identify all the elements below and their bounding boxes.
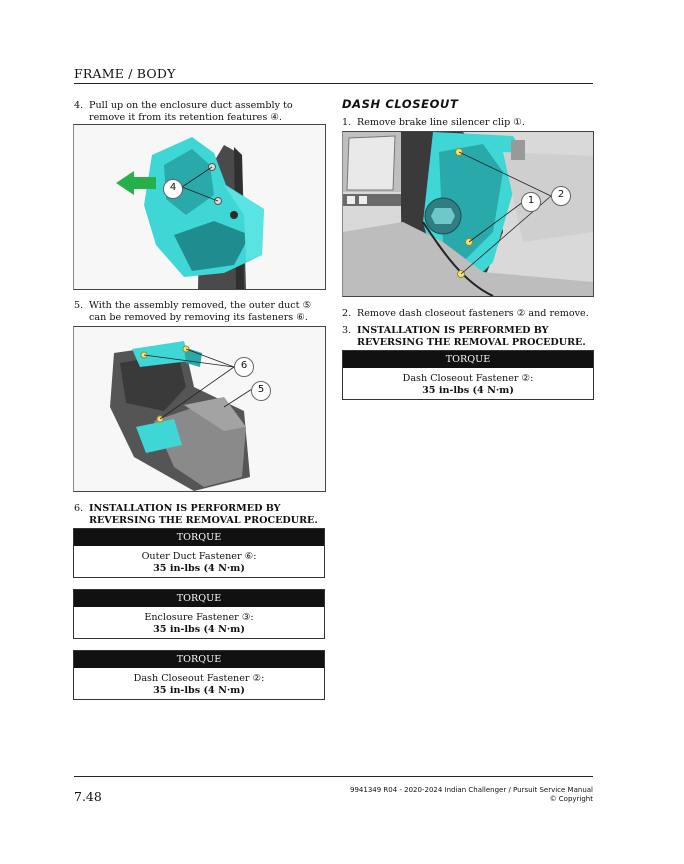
- enclosure-duct-illustration: [74, 125, 325, 289]
- step-number: 2.: [342, 308, 352, 319]
- torque-header: TORQUE: [74, 529, 324, 546]
- torque-header: TORQUE: [74, 651, 324, 668]
- figure-outer-duct-removal: [73, 326, 326, 492]
- outer-duct-illustration: [74, 327, 325, 491]
- torque-fastener: Dash Closeout Fastener ②:: [133, 673, 265, 684]
- step-4: [74, 100, 326, 124]
- torque-value: 35 in-lbs (4 N·m): [153, 624, 245, 635]
- torque-fastener: Enclosure Fastener ③:: [144, 612, 254, 623]
- torque-table: [73, 650, 325, 700]
- dash-closeout-illustration: [343, 132, 593, 296]
- callout-label: 4: [169, 182, 177, 193]
- torque-fastener: Dash Closeout Fastener ②:: [402, 373, 534, 384]
- callout-label: 2: [557, 189, 565, 200]
- step-number: 6.: [74, 503, 84, 514]
- step-text: Remove dash closeout fasteners ② and remove.: [357, 308, 589, 319]
- step-number: 3.: [342, 325, 352, 336]
- figure-enclosure-duct-removal: [73, 124, 326, 290]
- step-text: With the assembly removed, the outer duct ⑤ can be removed by removing its fasteners ⑥.: [89, 300, 312, 323]
- callout-label: 6: [240, 360, 248, 371]
- step-text: Remove brake line silencer clip ①.: [357, 117, 525, 128]
- step-text: Pull up on the enclosure duct assembly to remove it from its retention features ④.: [89, 100, 293, 123]
- step-5: [74, 300, 326, 324]
- step-number: 4.: [74, 100, 84, 111]
- section-title: DASH CLOSEOUT: [342, 97, 459, 111]
- page-number: 7.48: [74, 789, 102, 804]
- torque-value: 35 in-lbs (4 N·m): [153, 563, 245, 574]
- header-rule: [74, 83, 593, 84]
- callout-label: 1: [527, 195, 535, 206]
- torque-value: 35 in-lbs (4 N·m): [153, 685, 245, 696]
- step-text: INSTALLATION IS PERFORMED BY REVERSING THE REMOVAL PROCEDURE.: [89, 503, 318, 526]
- callout-label: 5: [257, 384, 265, 395]
- step-number: 5.: [74, 300, 84, 311]
- dash-step-3: [342, 325, 594, 349]
- figure-dash-closeout: [342, 131, 594, 297]
- dash-step-2: [342, 308, 594, 320]
- copyright: © Copyright: [549, 795, 593, 803]
- torque-table: [73, 589, 325, 639]
- torque-table: [342, 350, 594, 400]
- torque-fastener: Outer Duct Fastener ⑥:: [141, 551, 257, 562]
- step-6: [74, 503, 326, 527]
- step-number: 1.: [342, 117, 352, 128]
- torque-value: 35 in-lbs (4 N·m): [422, 385, 514, 396]
- step-text: INSTALLATION IS PERFORMED BY REVERSING THE REMOVAL PROCEDURE.: [357, 325, 586, 348]
- document-line: 9941349 R04 - 2020-2024 Indian Challenger / Pursuit Service Manual: [350, 786, 593, 794]
- footer-document-info: [350, 786, 593, 804]
- dash-step-1: [342, 117, 594, 129]
- torque-table: [73, 528, 325, 578]
- footer-rule: [74, 776, 593, 777]
- torque-header: TORQUE: [343, 351, 593, 368]
- section-header: FRAME / BODY: [74, 66, 176, 81]
- torque-header: TORQUE: [74, 590, 324, 607]
